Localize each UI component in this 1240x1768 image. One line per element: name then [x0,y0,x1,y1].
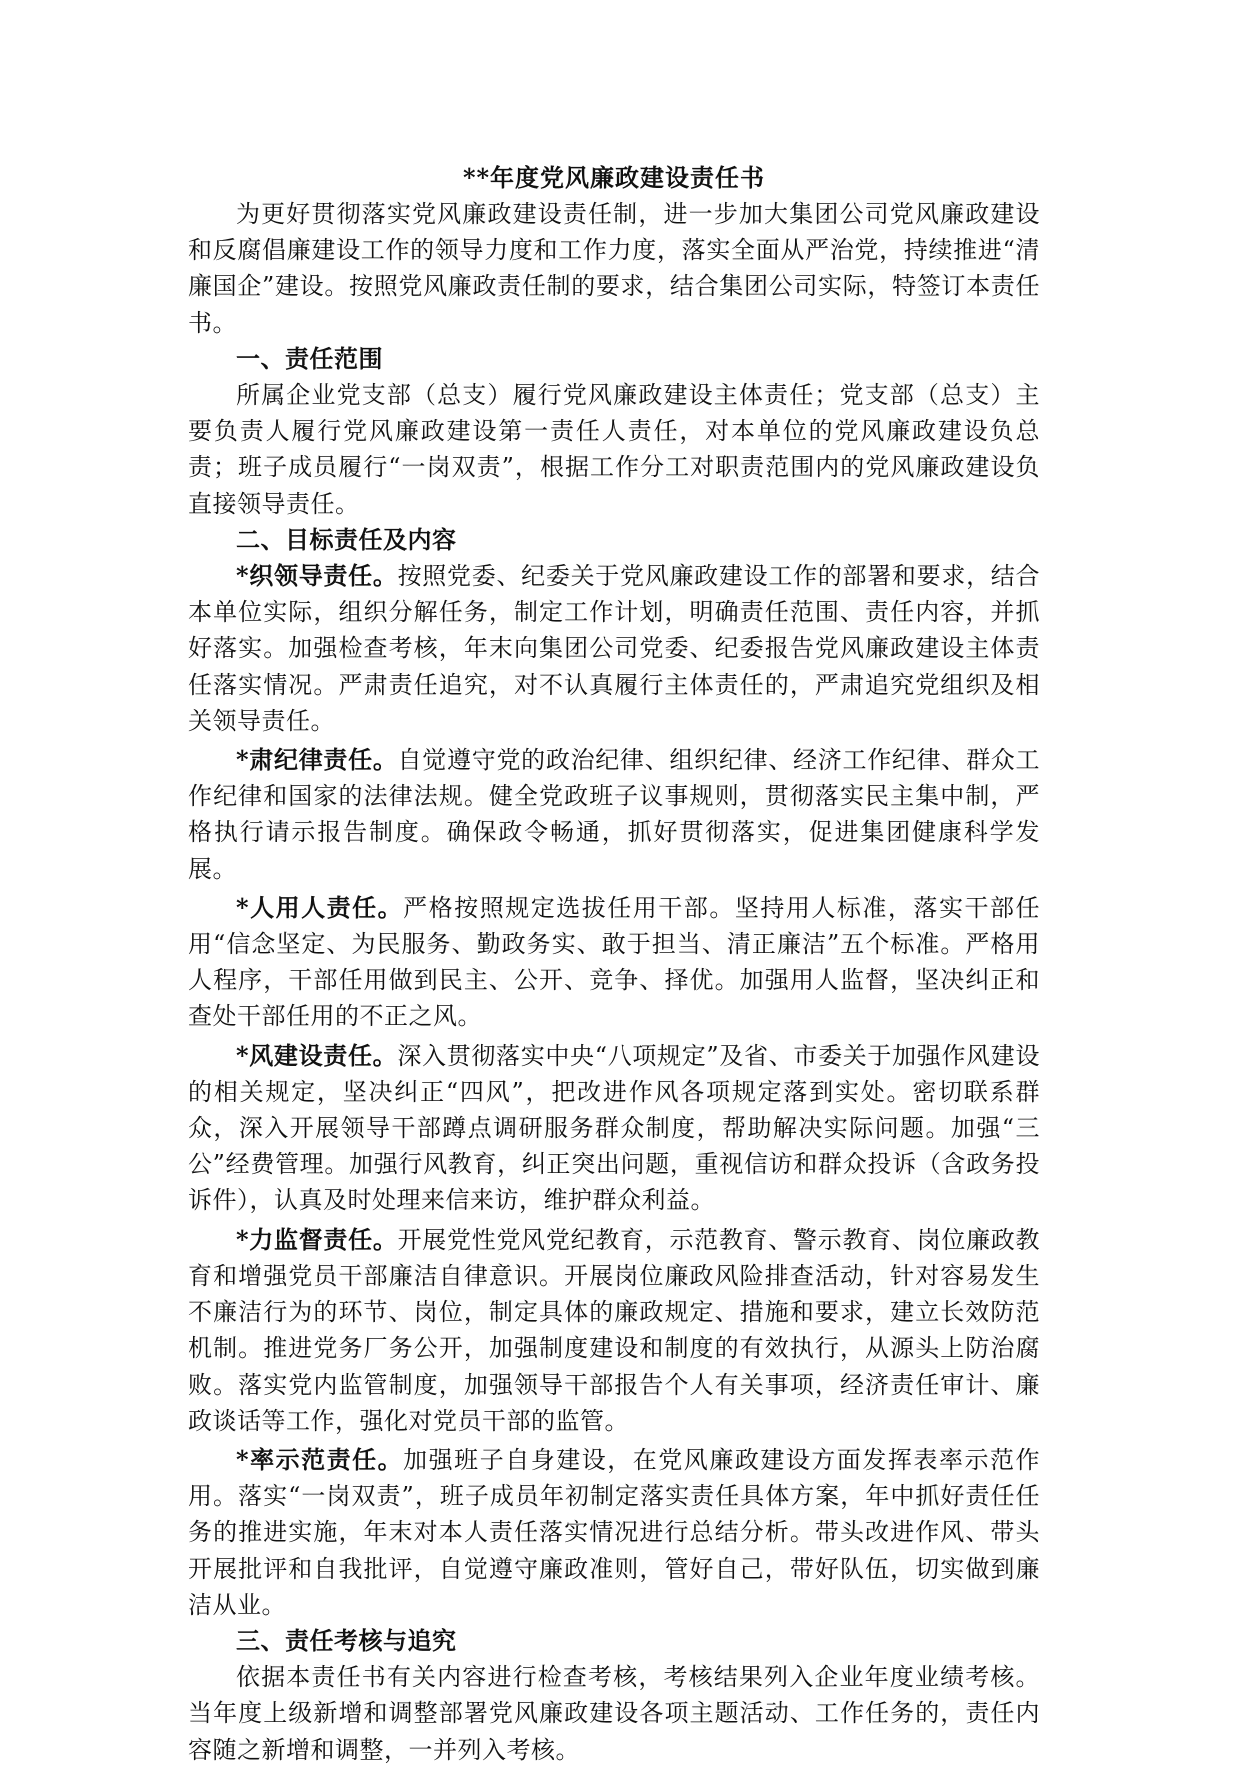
document-page [188,160,1040,1768]
target-item-work-style [188,1038,1040,1219]
target-item-text: 深入贯彻落实中央“八项规定”及省、市委关于加强作风建设的相关规定，坚决纠正“四风”，把改进作风各项规定落到实处。密切联系群众，深入开展领导干部蹲点调研服务群众制度，帮助解决实际问题。加强“三公”经费管理。加强行风教育，纠正突出问题，重视信访和群众投诉（含政务投诉件），认真及时处理来信来访，维护群众利益。 [188,1041,1040,1215]
target-item-text: 自觉遵守党的政治纪律、组织纪律、经济工作纪律、群众工作纪律和国家的法律法规。健全党政班子议事规则，贯彻落实民主集中制，严格执行请示报告制度。确保政令畅通，抓好贯彻落实，促进集团健康科学发展。 [188,746,1040,883]
target-item-lead: *肃纪律责任。 [236,745,398,775]
target-item-text: 加强班子自身建设，在党风廉政建设方面发挥表率示范作用。落实“一岗双责”，班子成员年初制定落实责任具体方案，年中抓好责任任务的推进实施，年末对本人责任落实情况进行总结分析。带头改进作风、带头开展批评和自我批评，自觉遵守廉政准则，管好自己，带好队伍，切实做到廉洁从业。 [188,1445,1040,1619]
target-item-text: 按照党委、纪委关于党风廉政建设工作的部署和要求，结合本单位实际，组织分解任务，制定工作计划，明确责任范围、责任内容，并抓好落实。加强检查考核，年末向集团公司党委、纪委报告党风廉政建设主体责任落实情况。严肃责任追究，对不认真履行主体责任的，严肃追究党组织及相关领导责任。 [188,562,1040,735]
target-item-lead: *率示范责任。 [236,1444,404,1474]
target-item-supervision [188,1222,1040,1439]
target-item-lead: *织领导责任。 [236,561,398,591]
target-item-lead: *力监督责任。 [236,1224,398,1254]
section-heading-scope: 一、责任范围 [236,343,383,373]
target-item-lead: *人用人责任。 [236,892,404,922]
document-title: **年度党风廉政建设责任书 [462,163,766,192]
target-item-personnel [188,890,1040,1035]
target-item-leadership [188,558,1040,739]
target-item-text: 严格按照规定选拔任用干部。坚持用人标准，落实干部任用“信念坚定、为民服务、勤政务实、敢于担当、清正廉洁”五个标准。严格用人程序，干部任用做到民主、公开、竞争、择优。加强用人监督，坚决纠正和查处干部任用的不正之风。 [188,893,1040,1031]
section-heading-targets: 二、目标责任及内容 [236,524,457,554]
section-body-assessment: 依据本责任书有关内容进行检查考核，考核结果列入企业年度业绩考核。当年度上级新增和调整部署党风廉政建设各项主题活动、工作任务的，责任内容随之新增和调整，一并列入考核。 [188,1663,1040,1764]
section-body-scope: 所属企业党支部（总支）履行党风廉政建设主体责任；党支部（总支）主要负责人履行党风廉政建设第一责任人责任，对本单位的党风廉政建设负总责；班子成员履行“一岗双责”，根据工作分工对职责范围内的党风廉政建设负直接领导责任。 [188,381,1040,518]
intro-paragraph: 为更好贯彻落实党风廉政建设责任制，进一步加大集团公司党风廉政建设和反腐倡廉建设工作的领导力度和工作力度，落实全面从严治党，持续推进“清廉国企”建设。按照党风廉政责任制的要求，结合集团公司实际，特签订本责任书。 [188,200,1040,337]
section-heading-assessment: 三、责任考核与追究 [236,1625,457,1655]
target-item-discipline [188,742,1040,887]
target-item-exemplary [188,1442,1040,1623]
target-item-text: 开展党性党风党纪教育，示范教育、警示教育、岗位廉政教育和增强党员干部廉洁自律意识。开展岗位廉政风险排查活动，针对容易发生不廉洁行为的环节、岗位，制定具体的廉政规定、措施和要求，建立长效防范机制。推进党务厂务公开，加强制度建设和制度的有效执行，从源头上防治腐败。落实党内监管制度，加强领导干部报告个人有关事项，经济责任审计、廉政谈话等工作，强化对党员干部的监管。 [188,1225,1040,1435]
target-item-lead: *风建设责任。 [236,1040,398,1070]
